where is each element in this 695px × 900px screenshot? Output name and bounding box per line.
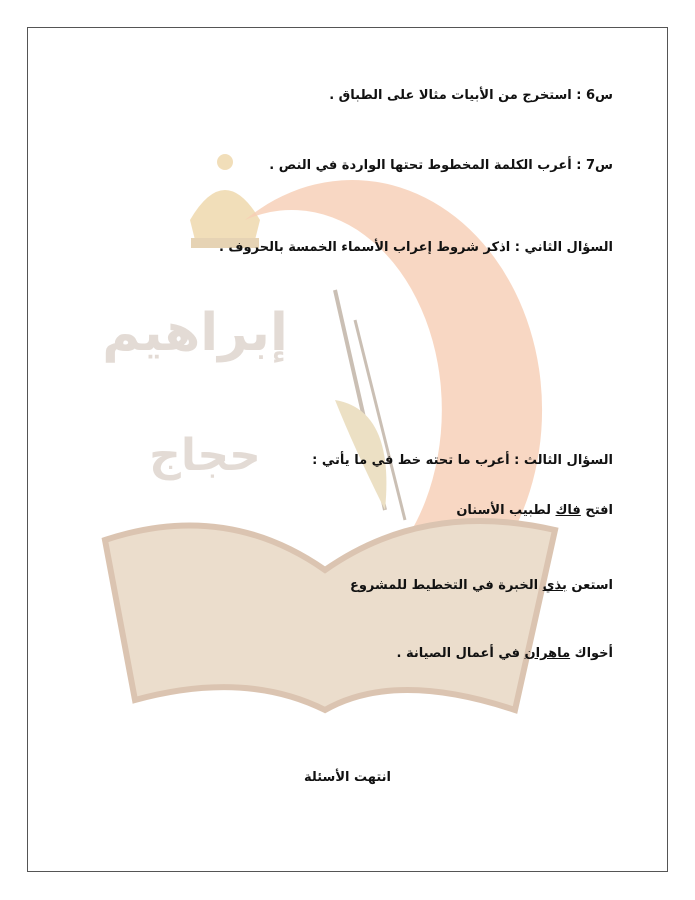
watermark-logo: [95, 150, 575, 730]
question-second: السؤال الثاني : اذكر شروط إعراب الأسماء الخمسة بالحروف .: [218, 240, 613, 255]
sentence-3-after: في أعمال الصيانة .: [396, 646, 525, 661]
sentence-1: [456, 503, 613, 518]
question-third: السؤال الثالث : أعرب ما تحته خط في ما يأتي :: [312, 453, 613, 468]
sentence-3-before: أخواك: [570, 646, 613, 661]
quill-icon: [335, 290, 405, 520]
sentence-1-after: لطبيب الأسنان: [456, 503, 556, 518]
crown-icon: [190, 154, 260, 248]
questions-ended: انتهت الأسئلة: [304, 770, 391, 785]
sentence-2-after: الخبرة في التخطيط للمشروع: [349, 578, 543, 593]
sentence-1-underlined: فاك: [555, 503, 581, 518]
watermark-name-1: إبراهيم: [102, 303, 288, 363]
question-7: س7 : أعرب الكلمة المخطوط تحتها الواردة في النص .: [269, 158, 613, 173]
sentence-2: [350, 578, 613, 593]
sentence-2-before: استعن: [566, 578, 613, 593]
sentence-3: [397, 646, 614, 661]
question-6: س6 : استخرج من الأبيات مثالا على الطباق .: [329, 88, 613, 103]
sentence-1-before: افتح: [580, 503, 613, 518]
sentence-3-underlined: ماهران: [524, 646, 571, 661]
watermark-name-2: حجاج: [149, 430, 261, 481]
book-icon: [105, 521, 555, 710]
sentence-2-underlined: بذي: [542, 578, 567, 593]
